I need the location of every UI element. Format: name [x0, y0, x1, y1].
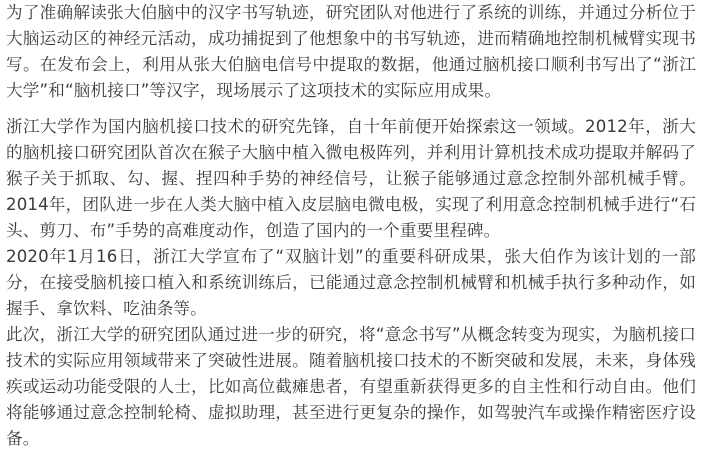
paragraph-future-outlook: 此次，浙江大学的研究团队通过进一步的研究，将“意念书写”从概念转变为现实，为脑机接口技术的实际应用领域带来了突破性进展。随着脑机接口技术的不断突破和发展，未来，身体残疾或运动功能受限的人士，比如高位截瘫患者，有望重新获得更多的自主性和行动自由。他们将能够通过意念控制轮椅、虚拟助理，甚至进行更复杂的操作，如驾驶汽车或操作精密医疗设备。 [6, 325, 696, 448]
paragraph-zju-history: 浙江大学作为国内脑机接口技术的研究先锋，自十年前便开始探索这一领域。2012年，浙大的脑机接口研究团队首次在猴子大脑中植入微电极阵列，并利用计算机技术成功提取并解码了猴子关于抓取、勾、握、捏四种手势的神经信号，让猴子能够通过意念控制外部机械手臂。2014年，团队进一步在人类大脑中植入皮层脑电微电极，实现了利用意念控制机械手进行“石头、剪刀、布”手势的高难度动作，创造了国内的一个重要里程碑。 [6, 117, 696, 240]
paragraph-writing-trajectory: 为了准确解读张大伯脑中的汉字书写轨迹，研究团队对他进行了系统的训练，并通过分析位于大脑运动区的神经元活动，成功捕捉到了他想象中的书写轨迹，进而精确地控制机械臂实现书写。在发布会上，利用从张大伯脑电信号中提取的数据，他通过脑机接口顺利书写出了“浙江大学”和“脑机接口”等汉字，现场展示了这项技术的实际应用成果。 [6, 3, 696, 100]
article-body [6, 0, 696, 452]
paragraph-dual-brain-plan: 2020年1月16日，浙江大学宣布了“双脑计划”的重要科研成果，张大伯作为该计划的一部分，在接受脑机接口植入和系统训练后，已能通过意念控制机械臂和机械手执行多种动作，如握手、拿饮料、吃油条等。 [6, 247, 696, 318]
